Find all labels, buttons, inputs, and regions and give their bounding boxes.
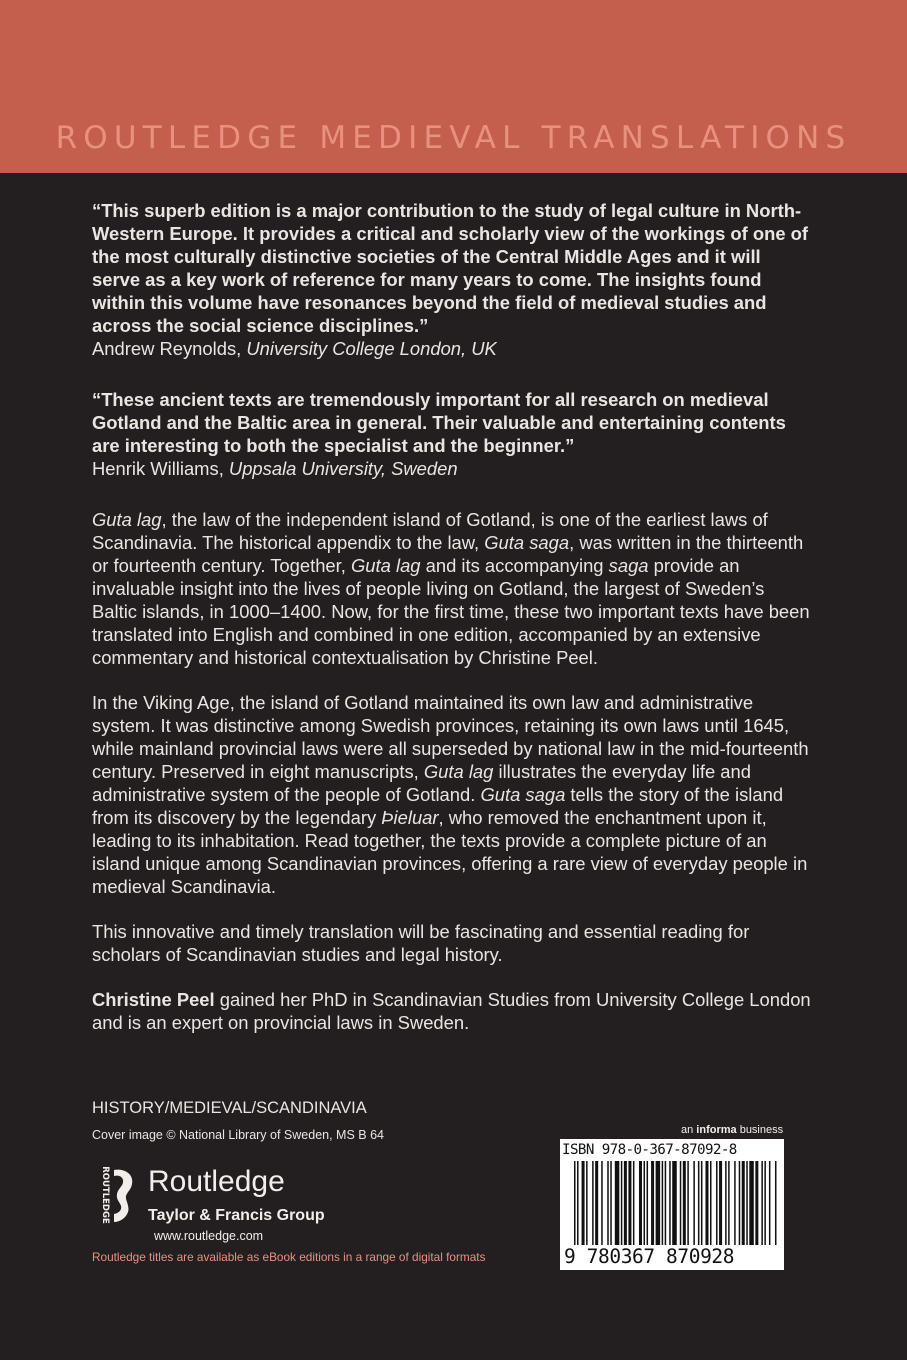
endorsement-quote-1: “This superb edition is a major contribution to the study of legal culture in North-Western Europe. It provides a critical and scholarly view of the workings of one of the most culturally distinctive societies of the Central Middle Ages and it will serve as a key work of reference for many years to come. The insights found within this volume have resonances beyond the field of medieval studies and across the social science disciplines.” (92, 200, 809, 336)
subject-category: HISTORY/MEDIEVAL/SCANDINAVIA (92, 1099, 367, 1117)
endorser-affiliation: Uppsala University, Sweden (228, 458, 458, 479)
ean-digits: 9 780367 870928 (564, 1245, 782, 1268)
endorsement-quote-2: “These ancient texts are tremendously important for all research on medieval Gotland and the Baltic area in general. Their valuable and entertaining contents are interesting to both the specialist and the beginner.” (92, 389, 786, 456)
description-paragraph-1 (92, 508, 812, 669)
endorsement-attribution-1 (92, 337, 812, 360)
author-bio-text: gained her PhD in Scandinavian Studies from University College London and is an expert on provincial laws in Sweden. (92, 989, 811, 1033)
back-cover-text (92, 199, 812, 1056)
endorser-affiliation: University College London, UK (246, 338, 497, 359)
endorser-name: Henrik Williams, (92, 458, 229, 479)
routledge-logo-icon (92, 1166, 136, 1224)
logo-vertical-text: ROUTLEDGE (100, 1166, 110, 1224)
series-title: ROUTLEDGE MEDIEVAL TRANSLATIONS (55, 120, 852, 156)
isbn-barcode (560, 1139, 784, 1270)
publisher-website: www.routledge.com (154, 1229, 264, 1243)
publisher-group: Taylor & Francis Group (148, 1207, 325, 1224)
italic-title: saga (608, 555, 649, 576)
ebook-note: Routledge titles are available as eBook editions in a range of digital formats (92, 1250, 486, 1264)
text-run: , who removed the enchantment upon it, leading to its inhabitation. Read together, the texts provide a complete picture of an island unique among Scandinavian provinces, offering a rare view of everyday people in medieval Scandinavia. (92, 807, 808, 897)
text-run: illustrates the everyday life and administrative system of the people of Gotland. (92, 761, 751, 805)
cover-image-credit: Cover image © National Library of Sweden, MS B 64 (92, 1128, 384, 1142)
italic-title: Guta lag (351, 555, 421, 576)
text-run: tells the story of the island from its discovery by the legendary (92, 784, 784, 828)
endorser-name: Andrew Reynolds, (92, 338, 247, 359)
publisher-name: Routledge (148, 1165, 285, 1198)
text-run: In the Viking Age, the island of Gotland maintained its own law and administrative system. It was distinctive among Swedish provinces, retaining its own laws until 1645, while mainland provincial laws were all superseded by national law in the mid-fourteenth century. Preserved in eight manuscripts, (92, 692, 809, 782)
italic-title: Guta lag (423, 761, 494, 782)
text-run: provide an invaluable insight into the lives of people living on Gotland, the largest of Sweden’s Baltic islands, in 1000–1400. Now, for the first time, these two important texts have been translated into English and combined in one edition, accompanied by an extensive commentary and historical contextualisation by Christine Peel. (92, 555, 810, 668)
author-name: Christine Peel (92, 989, 215, 1010)
description-paragraph-2 (92, 691, 812, 898)
italic-title: Guta saga (484, 532, 570, 553)
text-run: and its accompanying (420, 555, 609, 576)
isbn-label: ISBN 978-0-367-87092-8 (562, 1142, 737, 1158)
italic-title: Guta lag (92, 509, 162, 530)
endorsement-attribution-2 (92, 457, 812, 480)
description-paragraph-3: This innovative and timely translation will be fascinating and essential reading for scholars of Scandinavian studies and legal history. (92, 921, 750, 965)
author-bio (92, 988, 812, 1034)
italic-title: Guta saga (480, 784, 566, 805)
text-run: , the law of the independent island of Gotland, is one of the earliest laws of Scandinavia. The historical appendix to the law, (92, 509, 768, 553)
italic-title: Þieluar (381, 807, 439, 828)
informa-business-label: an informa business (681, 1124, 784, 1136)
text-run: , was written in the thirteenth or fourteenth century. Together, (92, 532, 804, 576)
